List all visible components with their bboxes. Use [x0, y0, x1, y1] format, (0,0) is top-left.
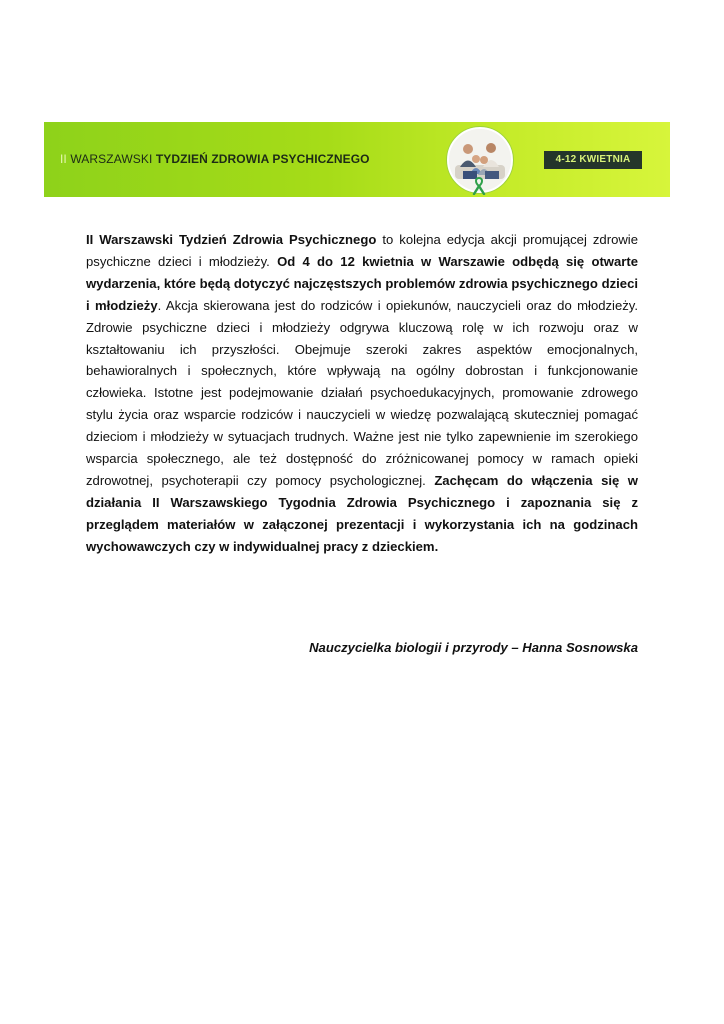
author-signature: Nauczycielka biologii i przyrody – Hanna Sosnowska [309, 640, 638, 655]
event-banner [44, 122, 670, 197]
dates-badge: 4-12 KWIETNIA [544, 151, 642, 169]
banner-title [60, 151, 370, 167]
green-awareness-ribbon-icon [472, 177, 486, 195]
article-event-name: II Warszawski Tydzień Zdrowia Psychicznego [86, 232, 377, 247]
banner-title-bold: TYDZIEŃ ZDROWIA PSYCHICZNEGO [155, 152, 370, 166]
banner-title-regular: WARSZAWSKI [70, 152, 153, 166]
article-body [86, 229, 638, 558]
article-call-to-action: Zachęcam do włączenia się w działania II Warszawskiego Tygodnia Zdrowia Psychicznego i zapoznania się z przeglądem materiałów w załączonej prezentacji i wykorzystania ich na godzinach wychowawczych czy w indywidualnej pracy z dzieckiem. [86, 472, 638, 554]
article-dates-highlight: Od 4 do 12 kwietnia w Warszawie odbędą się otwarte wydarzenia, które będą dotyczyć najczęstszych problemów zdrowia psychicznego dzieci i młodzieży [86, 253, 639, 313]
banner-roman-numeral: II [60, 152, 67, 166]
article-description: . Akcja skierowana jest do rodziców i opiekunów, nauczycieli oraz do młodzieży. Zdrowie psychiczne dzieci i młodzieży odgrywa kluczową rolę w ich rozwoju oraz w kształtowaniu ich przyszłości. Obejmuje szeroki zakres aspektów emocjonalnych, behawioralnych i społecznych, które wpływają na ogólny dobrostan i funkcjonowanie człowieka. Istotne jest podejmowanie działań psychoedukacyjnych, promowanie zdrowego stylu życia oraz wsparcie rodziców i nauczycieli w wiedzę pozwalającą skuteczniej pomagać dzieciom i młodzieży w sytuacjach trudnych. Ważne jest nie tylko zapewnienie im szerokiego wsparcia społecznego, ale też dostępność do zróżnicowanej pomocy w ramach opieki zdrowotnej, psychoterapii czy pomocy psychologicznej. [86, 297, 639, 488]
article-intro: to kolejna edycja akcji promującej zdrowie psychiczne dzieci i młodzieży. [86, 232, 638, 269]
